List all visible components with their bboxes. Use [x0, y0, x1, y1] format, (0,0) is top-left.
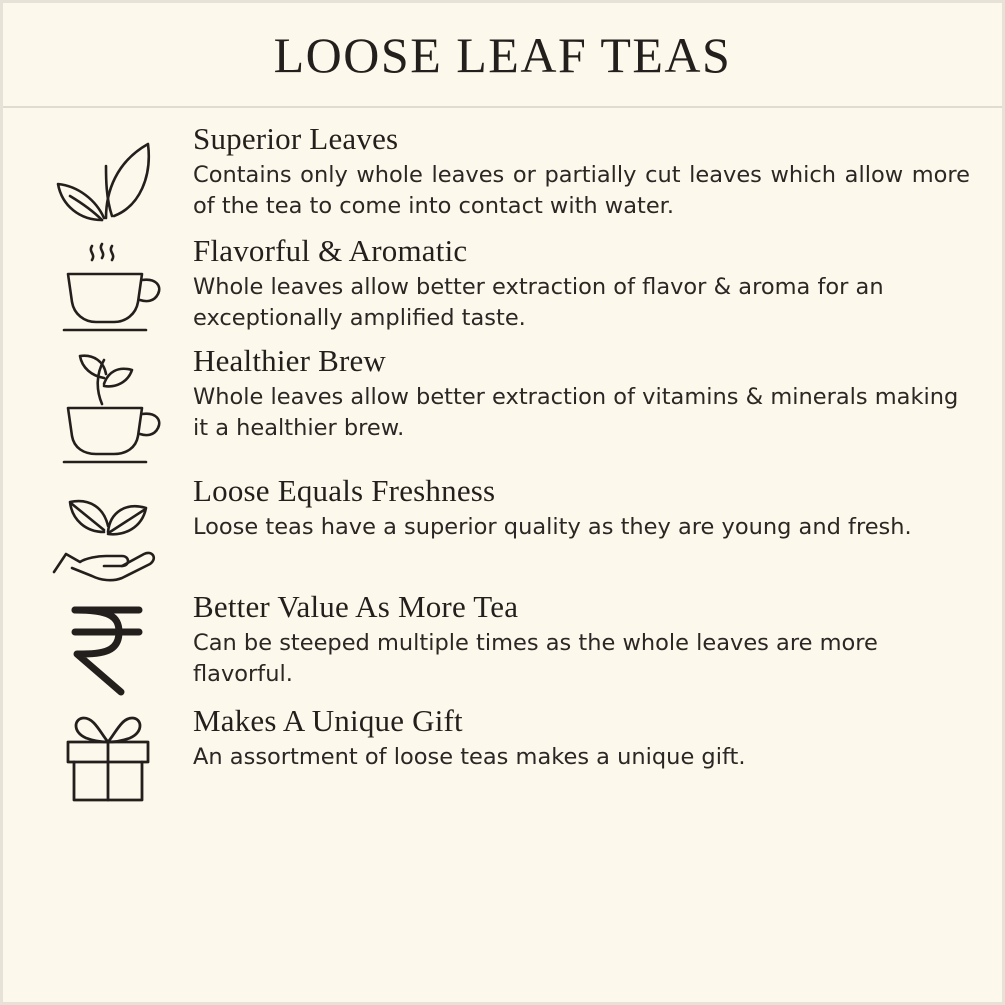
- list-item: [23, 704, 980, 806]
- list-item-text: [193, 122, 980, 222]
- hand-holding-leaves-icon: [23, 474, 193, 582]
- feature-title: Healthier Brew: [193, 343, 387, 378]
- feature-description: An assortment of loose teas makes a unique gift.: [193, 743, 746, 770]
- list-item-text: [193, 344, 980, 444]
- feature-title: Makes A Unique Gift: [193, 703, 463, 738]
- feature-title: Flavorful & Aromatic: [193, 233, 468, 268]
- feature-description: Can be steeped multiple times as the whole leaves are more flavorful.: [193, 629, 878, 687]
- feature-title: Loose Equals Freshness: [193, 473, 496, 508]
- page-title: LOOSE LEAF TEAS: [273, 26, 732, 83]
- list-item-text: [193, 590, 980, 690]
- list-item: [23, 122, 980, 226]
- feature-list: [3, 108, 1002, 1002]
- list-item: [23, 474, 980, 582]
- rupee-icon: [23, 590, 193, 696]
- feature-description: Loose teas have a superior quality as they are young and fresh.: [193, 513, 912, 540]
- list-item-text: [193, 704, 980, 773]
- header: [3, 3, 1002, 108]
- feature-title: Better Value As More Tea: [193, 589, 519, 624]
- list-item-text: [193, 234, 980, 334]
- steaming-cup-icon: [23, 234, 193, 336]
- list-item: [23, 590, 980, 696]
- list-item: [23, 344, 980, 466]
- feature-description: Whole leaves allow better extraction of flavor & aroma for an exceptionally amplified taste.: [193, 273, 884, 331]
- list-item-text: [193, 474, 980, 543]
- feature-description: Whole leaves allow better extraction of vitamins & minerals making it a healthier brew.: [193, 383, 959, 441]
- list-item: [23, 234, 980, 336]
- feature-title: Superior Leaves: [193, 121, 399, 156]
- tea-leaves-icon: [23, 122, 193, 226]
- gift-box-icon: [23, 704, 193, 806]
- cup-with-leaf-icon: [23, 344, 193, 466]
- feature-description: Contains only whole leaves or partially cut leaves which allow more of the tea to come into contact with water.: [193, 161, 970, 219]
